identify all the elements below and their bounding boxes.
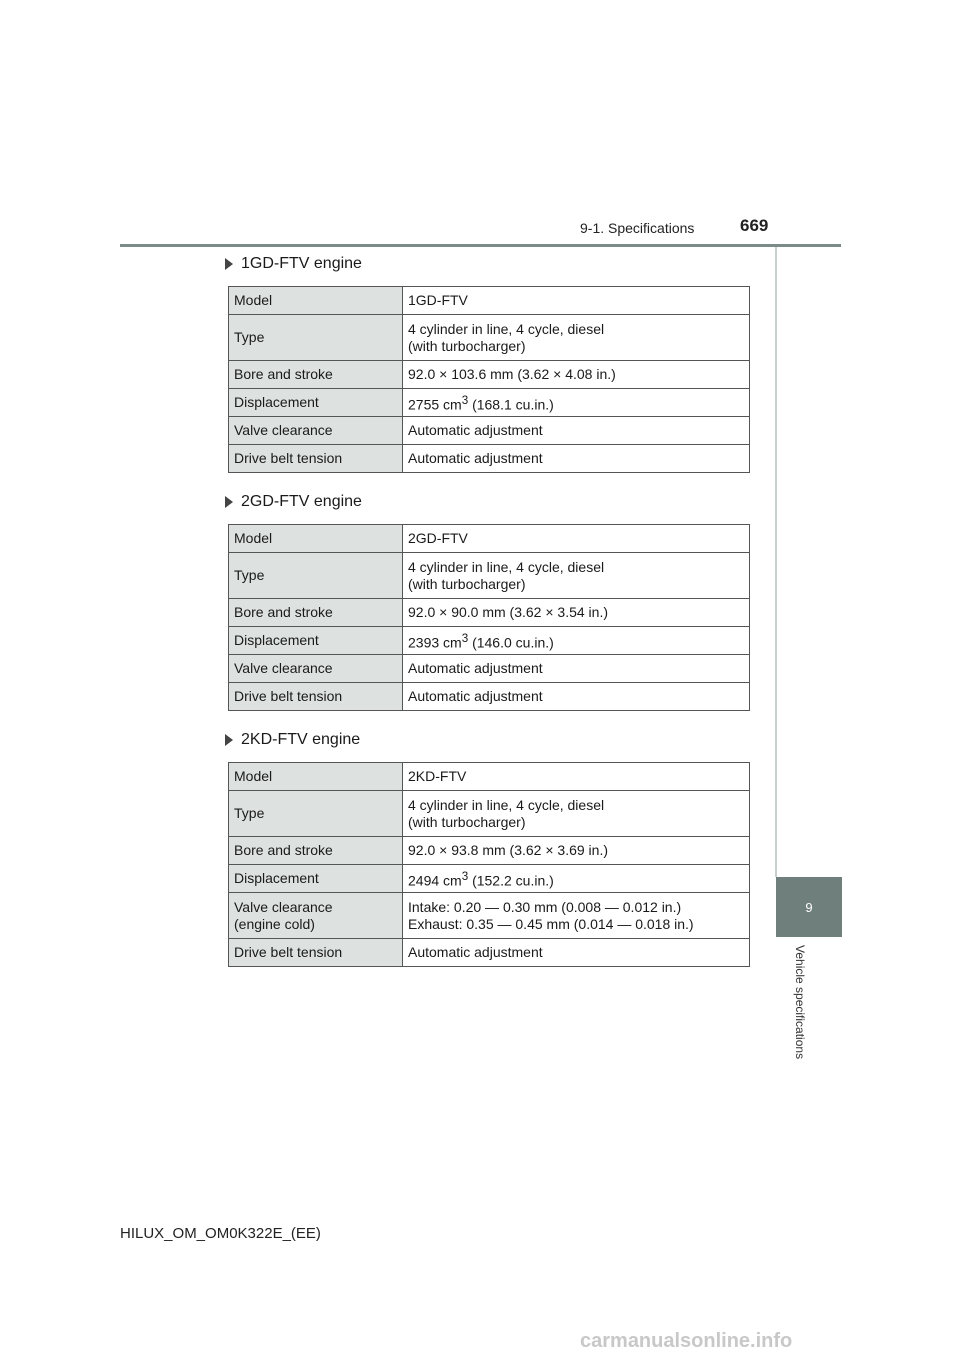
row-key xyxy=(229,893,403,939)
row-value: 2GD-FTV xyxy=(403,525,750,553)
row-value: 92.0 × 93.8 mm (3.62 × 3.69 in.) xyxy=(403,837,750,865)
row-key: Valve clearance xyxy=(229,417,403,445)
row-value xyxy=(403,553,750,599)
table-row xyxy=(229,655,750,683)
row-value xyxy=(403,791,750,837)
value-text: (146.0 cu.in.) xyxy=(468,634,554,651)
row-value: Automatic adjustment xyxy=(403,683,750,711)
row-key: Bore and stroke xyxy=(229,361,403,389)
table-row xyxy=(229,939,750,967)
engine-heading-1gd xyxy=(225,255,362,273)
row-key: Drive belt tension xyxy=(229,445,403,473)
value-text: (152.2 cu.in.) xyxy=(468,872,554,889)
value-line: Intake: 0.20 — 0.30 mm (0.008 — 0.012 in.) xyxy=(408,898,682,915)
value-superscript: 3 xyxy=(461,393,469,407)
row-value xyxy=(403,893,750,939)
table-row xyxy=(229,837,750,865)
spec-table-2kd xyxy=(228,762,750,967)
table-row xyxy=(229,893,750,939)
row-value xyxy=(403,865,750,893)
arrow-icon xyxy=(225,258,233,270)
key-line: Valve clearance xyxy=(234,898,333,915)
engine-heading-label: 2GD-FTV engine xyxy=(241,493,362,510)
table-row xyxy=(229,417,750,445)
engine-heading-label: 2KD-FTV engine xyxy=(241,731,361,748)
value-line: 4 cylinder in line, 4 cycle, diesel xyxy=(408,796,605,813)
row-key: Model xyxy=(229,525,403,553)
value-superscript: 3 xyxy=(461,631,469,645)
row-key: Bore and stroke xyxy=(229,599,403,627)
row-key: Displacement xyxy=(229,389,403,417)
table-row xyxy=(229,315,750,361)
row-value: Automatic adjustment xyxy=(403,445,750,473)
row-key: Model xyxy=(229,287,403,315)
spec-table-2gd xyxy=(228,524,750,711)
page-number: 669 xyxy=(740,216,769,235)
row-key: Type xyxy=(229,553,403,599)
table-row xyxy=(229,865,750,893)
value-text: (168.1 cu.in.) xyxy=(468,396,554,413)
row-key: Drive belt tension xyxy=(229,939,403,967)
row-key: Model xyxy=(229,763,403,791)
engine-heading-label: 1GD-FTV engine xyxy=(241,255,362,272)
row-value: 92.0 × 103.6 mm (3.62 × 4.08 in.) xyxy=(403,361,750,389)
chapter-tab xyxy=(776,877,842,937)
row-value xyxy=(403,389,750,417)
row-value: Automatic adjustment xyxy=(403,655,750,683)
value-line: (with turbocharger) xyxy=(408,813,526,830)
value-text: 2494 cm xyxy=(408,872,462,889)
row-key: Valve clearance xyxy=(229,655,403,683)
value-line: (with turbocharger) xyxy=(408,575,526,592)
table-row xyxy=(229,683,750,711)
table-row xyxy=(229,791,750,837)
value-text: 2755 cm xyxy=(408,396,462,413)
value-superscript: 3 xyxy=(461,869,469,883)
table-row xyxy=(229,599,750,627)
row-key: Drive belt tension xyxy=(229,683,403,711)
row-value: 2KD-FTV xyxy=(403,763,750,791)
row-value: Automatic adjustment xyxy=(403,417,750,445)
table-row xyxy=(229,525,750,553)
table-row xyxy=(229,361,750,389)
side-divider xyxy=(775,247,777,877)
key-line: (engine cold) xyxy=(234,915,315,932)
table-row xyxy=(229,445,750,473)
chapter-label: Vehicle specifications xyxy=(793,945,807,1060)
table-row xyxy=(229,763,750,791)
row-key: Displacement xyxy=(229,865,403,893)
table-row xyxy=(229,553,750,599)
table-row xyxy=(229,627,750,655)
engine-heading-2kd xyxy=(225,731,360,749)
value-line: 4 cylinder in line, 4 cycle, diesel xyxy=(408,558,605,575)
row-value: 1GD-FTV xyxy=(403,287,750,315)
engine-heading-2gd xyxy=(225,493,362,511)
row-key: Type xyxy=(229,315,403,361)
row-value: Automatic adjustment xyxy=(403,939,750,967)
value-line: 4 cylinder in line, 4 cycle, diesel xyxy=(408,320,605,337)
row-value xyxy=(403,315,750,361)
value-line: Exhaust: 0.35 — 0.45 mm (0.014 — 0.018 in.) xyxy=(408,915,694,932)
value-text: 2393 cm xyxy=(408,634,462,651)
table-row xyxy=(229,287,750,315)
row-value: 92.0 × 90.0 mm (3.62 × 3.54 in.) xyxy=(403,599,750,627)
table-row xyxy=(229,389,750,417)
section-title: 9-1. Specifications xyxy=(580,220,695,236)
spec-table-1gd xyxy=(228,286,750,473)
value-line: (with turbocharger) xyxy=(408,337,526,354)
row-key: Displacement xyxy=(229,627,403,655)
arrow-icon xyxy=(225,496,233,508)
row-value xyxy=(403,627,750,655)
arrow-icon xyxy=(225,734,233,746)
chapter-number: 9 xyxy=(805,899,813,915)
row-key: Bore and stroke xyxy=(229,837,403,865)
watermark: carmanualsonline.info xyxy=(580,1330,793,1352)
row-key: Type xyxy=(229,791,403,837)
header-divider xyxy=(120,244,841,247)
document-code: HILUX_OM_OM0K322E_(EE) xyxy=(120,1225,321,1242)
